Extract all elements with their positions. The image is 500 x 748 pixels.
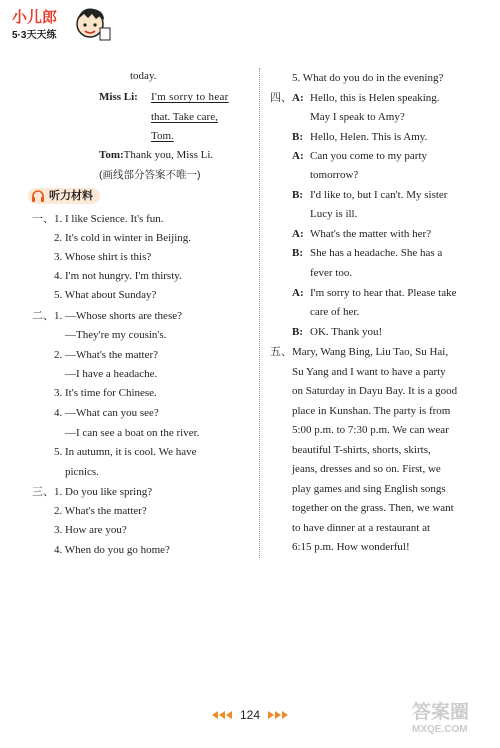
triangle-right-icon — [268, 711, 274, 719]
dialogue-text: Thank you, Miss Li. — [123, 149, 214, 161]
dialogue-text: Lucy is ill. — [310, 208, 358, 220]
list-item: 1. —Whose shorts are these? — [54, 310, 182, 322]
passage-line: to have dinner at a restaurant at — [292, 522, 431, 534]
note: (画线部分答案不唯一) — [99, 169, 201, 181]
logo — [8, 4, 118, 42]
dialogue-text: I'd like to, but I can't. My sister — [310, 189, 448, 201]
watermark — [412, 702, 498, 746]
headphones-icon — [31, 189, 45, 203]
speaker-label: B: — [292, 247, 303, 259]
dialogue-text: She has a headache. She has a — [310, 247, 443, 259]
list-item: 5. In autumn, it is cool. We have — [54, 446, 197, 458]
speaker-label: B: — [292, 189, 303, 201]
passage-line: play games and sing English songs — [292, 483, 446, 495]
list-item: 1. Do you like spring? — [54, 486, 153, 498]
list-item: —I have a headache. — [65, 368, 158, 380]
logo-title: 小儿郎 — [12, 9, 58, 26]
underlined-answer: I'm sorry to hear — [151, 91, 229, 103]
dialogue-text: I'm sorry to hear that. Please take — [310, 287, 457, 299]
speaker-label: A: — [292, 228, 304, 240]
list-item: 1. I like Science. It's fun. — [54, 213, 164, 225]
section-number: 一、 — [32, 213, 54, 225]
triangle-right-icon — [275, 711, 281, 719]
passage-line: 5:00 p.m. to 7:30 p.m. We can wear — [292, 424, 449, 436]
triangle-left-icon — [226, 711, 232, 719]
passage-line: on Saturday in Dayu Bay. It is a good — [292, 385, 458, 397]
list-item: picnics. — [65, 466, 99, 478]
list-item: 3. How are you? — [54, 524, 127, 536]
underlined-answer: that. Take care, — [151, 111, 218, 123]
speaker-label: A: — [292, 287, 304, 299]
dialogue-text: May I speak to Amy? — [310, 111, 405, 123]
list-item: 3. Whose shirt is this? — [54, 251, 152, 263]
dialogue-text: Hello, Helen. This is Amy. — [310, 131, 428, 143]
passage-line: beautiful T-shirts, shorts, skirts, — [292, 444, 431, 456]
list-item: 4. I'm not hungry. I'm thirsty. — [54, 270, 182, 282]
list-item: 3. It's time for Chinese. — [54, 387, 157, 399]
list-item: 5. What about Sunday? — [54, 289, 157, 301]
list-item: —I can see a boat on the river. — [65, 427, 200, 439]
speaker-label: Miss Li: — [99, 91, 138, 103]
watermark-text: 答案圈 — [412, 702, 470, 723]
section-number: 四、 — [270, 92, 292, 104]
triangle-right-icon — [282, 711, 288, 719]
dialogue-text: Can you come to my party — [310, 150, 428, 162]
speaker-label: Tom: — [99, 149, 124, 161]
section-number: 三、 — [32, 486, 54, 498]
triangle-left-icon — [212, 711, 218, 719]
triangle-left-icon — [219, 711, 225, 719]
list-item: 4. When do you go home? — [54, 544, 170, 556]
watermark-url: MXQE.COM — [412, 724, 468, 735]
dialogue-text: care of her. — [310, 306, 360, 318]
list-item: 2. —What's the matter? — [54, 349, 159, 361]
speaker-label: A: — [292, 150, 304, 162]
speaker-label: A: — [292, 92, 304, 104]
passage-line: Mary, Wang Bing, Liu Tao, Su Hai, — [292, 346, 449, 358]
list-item: 4. —What can you see? — [54, 407, 159, 419]
dialogue-text: tomorrow? — [310, 169, 359, 181]
list-item: 5. What do you do in the evening? — [292, 72, 444, 84]
dialogue-text: fever too. — [310, 267, 353, 279]
logo-subtitle: 5·3天天练 — [12, 30, 57, 41]
section-number: 二、 — [32, 310, 54, 322]
text-line: today. — [130, 70, 157, 82]
list-item: 2. It's cold in winter in Beijing. — [54, 232, 192, 244]
section-number: 五、 — [270, 346, 292, 358]
passage-line: 6:15 p.m. How wonderful! — [292, 541, 410, 553]
text-line — [99, 148, 213, 162]
boy-mascot-icon — [70, 4, 112, 42]
section-title: 听力材料 — [49, 190, 93, 202]
passage-line: together on the grass. Then, we want — [292, 502, 454, 514]
speaker-label: B: — [292, 131, 303, 143]
underlined-answer: Tom. — [151, 130, 174, 142]
page-number: 124 — [239, 708, 261, 722]
dialogue-text: OK. Thank you! — [310, 326, 383, 338]
list-item: 2. What's the matter? — [54, 505, 147, 517]
dialogue-text: What's the matter with her? — [310, 228, 432, 240]
passage-line: place in Kunshan. The party is from — [292, 405, 451, 417]
passage-line: Su Yang and I want to have a party — [292, 366, 446, 378]
list-item: —They're my cousin's. — [65, 329, 167, 341]
dialogue-text: Hello, this is Helen speaking. — [310, 92, 440, 104]
speaker-label: B: — [292, 326, 303, 338]
column-divider — [259, 68, 260, 558]
passage-line: jeans, dresses and so on. First, we — [292, 463, 441, 475]
